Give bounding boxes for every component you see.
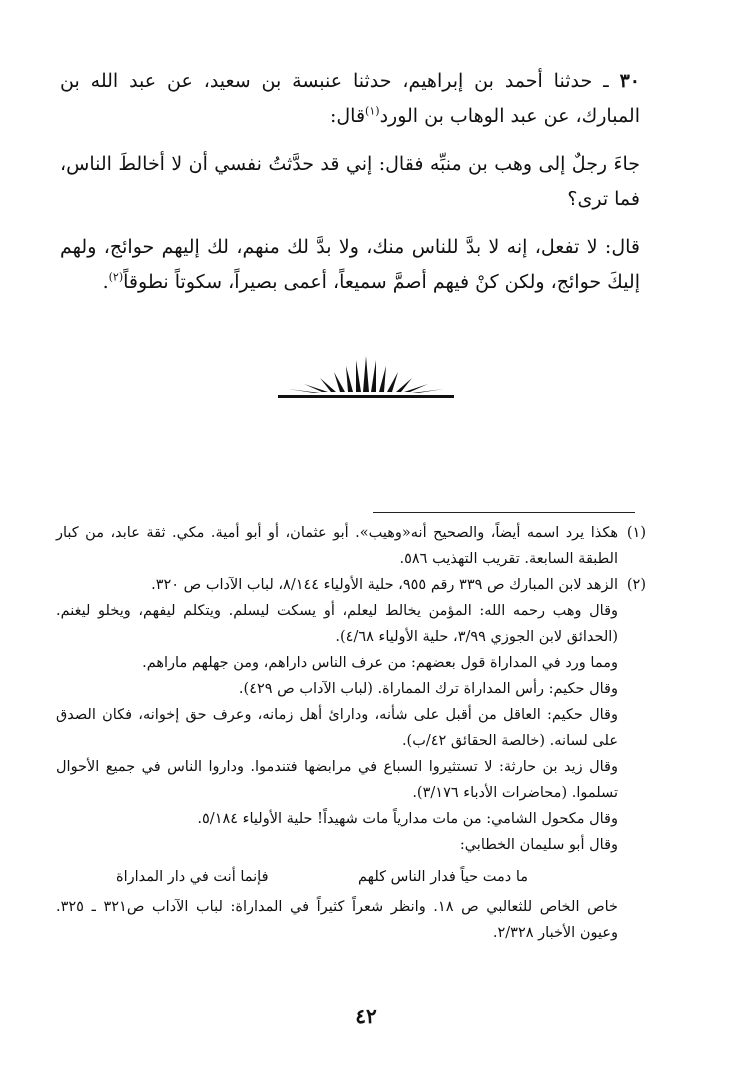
paragraph-answer	[60, 230, 640, 300]
footnote-paragraph: وقال زيد بن حارثة: لا تستثيروا السباع في مرابضها فتندموا. وداروا الناس في جميع الأحوال تسلموا. (محاضرات الأدباء ٣/١٧٦).	[56, 759, 618, 801]
footnote-text: الزهد لابن المبارك ص ٣٣٩ رقم ٩٥٥، حلية الأولياء ٨/١٤٤، لباب الآداب ص ٣٢٠.	[151, 577, 618, 593]
footnote-separator	[373, 512, 635, 513]
paragraph-question: جاءَ رجلٌ إلى وهب بن منبِّه فقال: إني قد حدَّثتُ نفسي أن لا أخالطَ الناس، فما ترى؟	[60, 153, 640, 210]
footnote-number: (٢)	[626, 577, 646, 593]
page-number: ٤٢	[355, 1004, 377, 1028]
footnote-paragraph: ومما ورد في المداراة قول بعضهم: من عرف الناس داراهم، ومن جهلهم ماراهم.	[142, 655, 618, 671]
footnote-paragraph: وقال حكيم: العاقل من أقبل على شأنه، وداراىٔ أهل زمانه، وعرف حق إخوانه، فكان الصدق على لسانه. (خالصة الحقائق ٤٢/ب).	[56, 707, 618, 749]
footnote-paragraph: خاص الخاص للثعالبي ص ١٨. وانظر شعراً كثيراً في المداراة: لباب الآداب ص٣٢١ ـ ٣٢٥. وعيون الأخبار ٢/٣٢٨.	[56, 899, 618, 941]
footnote-2	[56, 572, 646, 598]
verse-first-hemistich: ما دمت حياً فدار الناس كلهم	[358, 869, 528, 885]
answer-end: .	[102, 271, 109, 293]
hadith-number: ٣٠	[619, 70, 640, 92]
footnote-paragraph: وقال مكحول الشامي: من مات مدارياً مات شهيداً! حلية الأولياء ٥/١٨٤.	[197, 811, 618, 827]
footnote-paragraph: وقال حكيم: رأس المداراة ترك المماراة. (لباب الآداب ص ٤٢٩).	[238, 681, 618, 697]
poem-verse	[56, 864, 618, 890]
sunburst-ornament-icon	[276, 352, 456, 404]
footnote-ref-1[interactable]: (١)	[365, 104, 380, 118]
footnote-ref-2[interactable]: (٢)	[108, 270, 124, 284]
answer-text: قال: لا تفعل، إنه لا بدَّ للناس منك، ولا بدَّ لك منهم، لك إليهم حوائج، ولهم إليكَ حوائج، ولكن كنْ فيهم أصمَّ سميعاً، أعمى بصيراً، سكوتاً نطوقاً	[60, 236, 640, 293]
footnote-text: هكذا يرد اسمه أيضاً، والصحيح أنه«وهيب». أبو عثمان، أو أبو أمية. مكي. ثقة عابد، من كبار الطبقة السابعة. تقريب التهذيب ٥٨٦.	[56, 525, 618, 567]
isnad-text: ـ حدثنا أحمد بن إبراهيم، حدثنا عنبسة بن سعيد، عن عبد الله بن المبارك، عن عبد الوهاب بن الورد	[60, 70, 640, 127]
footnotes	[56, 520, 646, 946]
footnote-number: (١)	[626, 525, 646, 541]
footnote-1	[56, 520, 646, 572]
verse-second-hemistich: فإنما أنت في دار المداراة	[116, 869, 269, 885]
main-text	[60, 64, 640, 313]
paragraph-isnad	[60, 64, 640, 134]
footnote-paragraph: وقال وهب رحمه الله: المؤمن يخالط ليعلم، أو يسكت ليسلم. ويتكلم ليفهم، ويخلو ليغنم. (الحدائق لابن الجوزي ٣/٩٩، حلية الأولياء ٤/٦٨).	[56, 603, 618, 645]
footnote-paragraph: وقال أبو سليمان الخطابي:	[459, 837, 618, 853]
isnad-end: قال:	[329, 105, 366, 127]
